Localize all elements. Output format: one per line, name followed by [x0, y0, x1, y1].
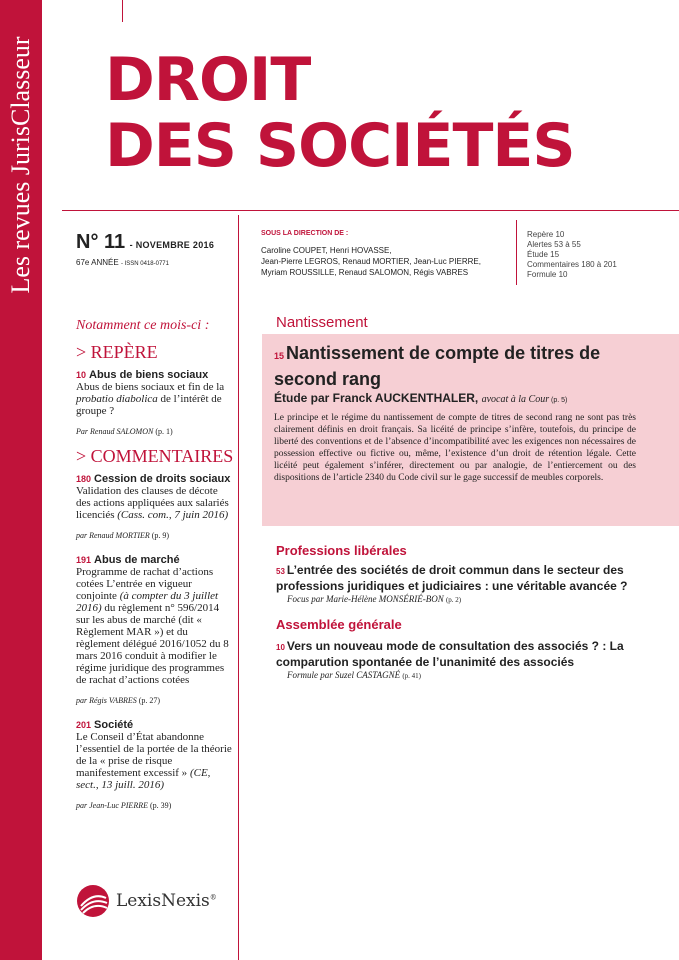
feature-abstract: Le principe et le régime du nantissement de compte de titres de second rang ne sont pas très clairement définis en droit français. Sa licéité de principe s’infère, toutefois, du principe de liberté des conventions et de l’absence d’incompatibilité avec les exigences non nécessaires de possession effective ou fictive ou, même, l’existence d’un droit de rétention légale. Cette licéité peut également s’inférer, directement ou par analogie, de l’entiercement ou des dispositions de l’article 2340 du Code civil sur le gage successif de meubles corporels. — [274, 413, 636, 483]
entry-number: 191 — [76, 555, 92, 565]
feature-section-label: Nantissement — [276, 314, 368, 331]
article-number: 53 — [276, 567, 285, 576]
article-title-text: Vers un nouveau mode de consultation des associés ? : La comparution spontanée de l’unanimité des associés — [276, 639, 624, 669]
commentaire-entry[interactable] — [76, 719, 234, 812]
feature-number: 15 — [274, 351, 285, 361]
count-etude: Étude 15 — [527, 250, 560, 259]
count-formule: Formule 10 — [527, 270, 568, 279]
highlights-heading: Notamment ce mois-ci : — [76, 318, 210, 333]
commentaire-entry[interactable] — [76, 473, 234, 542]
entry-author: par Renaud MORTIER (p. 9) — [76, 531, 170, 540]
count-commentaires: Commentaires 180 à 201 — [527, 260, 617, 269]
direction-names-2: Jean-Pierre LEGROS, Renaud MORTIER, Jean-Luc PIERRE, — [261, 257, 481, 266]
header-separator — [516, 220, 517, 285]
header-rule — [62, 210, 679, 211]
issue-number: N° 11 — [76, 231, 126, 253]
direction-label: SOUS LA DIRECTION DE : — [261, 230, 349, 237]
publisher-name: LexisNexis® — [116, 891, 217, 911]
feature-author: Étude par Franck AUCKENTHALER, avocat à la Cour (p. 5) — [274, 391, 568, 405]
column-separator — [238, 215, 239, 960]
feature-title[interactable] — [274, 342, 654, 391]
direction-names-3: Myriam ROUSSILLE, Renaud SALOMON, Régis VABRES — [261, 268, 469, 277]
entry-heading: Abus de marché — [94, 554, 180, 566]
magazine-title — [105, 45, 575, 181]
entry-number: 10 — [76, 370, 87, 380]
professions-author: Focus par Marie-Hélène MONSÉRIÉ-BON (p. 2) — [287, 594, 462, 604]
entry-author: Par Renaud SALOMON (p. 1) — [76, 427, 173, 436]
section-assemblee-title: Assemblée générale — [276, 617, 402, 632]
count-alertes: Alertes 53 à 55 — [527, 240, 581, 249]
section-professions-title: Professions libérales — [276, 543, 407, 558]
entry-author: par Régis VABRES (p. 27) — [76, 696, 161, 705]
repere-entry[interactable] — [76, 369, 234, 438]
title-line-2: DES SOCIÉTÉS — [105, 111, 575, 181]
entry-number: 180 — [76, 474, 92, 484]
feature-title-text: Nantissement de compte de titres de second rang — [274, 343, 601, 389]
section-commentaires-title: > COMMENTAIRES — [76, 446, 234, 466]
entry-heading: Abus de biens sociaux — [89, 369, 209, 381]
top-rule — [122, 0, 123, 22]
brand-side-text: Les revues JurisClasseur — [6, 36, 35, 294]
entry-description: Le Conseil d’État abandonne l’essentiel de la portée de la théorie de la « prise de risque manifestement excessif » (CE, sect., 13 juill. 2016) — [76, 731, 232, 791]
issue-year: 67e ANNÉE — [76, 258, 119, 267]
content-counts — [527, 230, 617, 280]
title-line-1: DROIT — [105, 45, 311, 115]
entry-description: Validation des clauses de décote des actions appliquées aux salariés licenciés (Cass. com., 7 juin 2016) — [76, 485, 229, 521]
article-number: 10 — [276, 643, 285, 652]
direction-names-1: Caroline COUPET, Henri HOVASSE, — [261, 246, 392, 255]
assemblee-author: Formule par Suzel CASTAGNÉ (p. 41) — [287, 670, 422, 680]
section-repere-title: > REPÈRE — [76, 342, 158, 362]
count-repere: Repère 10 — [527, 230, 565, 239]
entry-number: 201 — [76, 720, 92, 730]
publisher-logo — [76, 884, 217, 918]
article-title-text: L’entrée des sociétés de droit commun dans le secteur des professions juridiques et judiciaires : une véritable avancée ? — [276, 563, 628, 593]
entry-heading: Société — [94, 719, 134, 731]
professions-article-title[interactable] — [276, 563, 636, 593]
entry-heading: Cession de droits sociaux — [94, 473, 231, 485]
commentaire-entry[interactable] — [76, 554, 234, 707]
issue-date: - NOVEMBRE 2016 — [129, 240, 215, 250]
assemblee-article-title[interactable] — [276, 639, 636, 669]
highlights-column — [76, 318, 234, 812]
entry-description: Abus de biens sociaux et fin de la probatio diabolica de l’intérêt de groupe ? — [76, 381, 225, 417]
issue-issn: - ISSN 0418-0771 — [120, 261, 169, 267]
entry-description: Programme de rachat d’actions cotées L’entrée en vigueur conjointe (à compter du 3 juillet 2016) du règlement n° 596/2014 sur les abus de marché (dit « Règlement MAR ») et du règlement délégué 2016/1052 du 8 mars 2016 conduit à modifier le régime juridique des programmes de rachat d’actions cotées — [76, 566, 229, 686]
issue-info — [76, 231, 214, 254]
entry-author: par Jean-Luc PIERRE (p. 39) — [76, 801, 172, 810]
brand-side-band — [0, 0, 42, 960]
lexisnexis-mark-icon — [76, 884, 110, 918]
issue-subinfo — [76, 258, 169, 267]
editorial-direction — [261, 228, 511, 278]
